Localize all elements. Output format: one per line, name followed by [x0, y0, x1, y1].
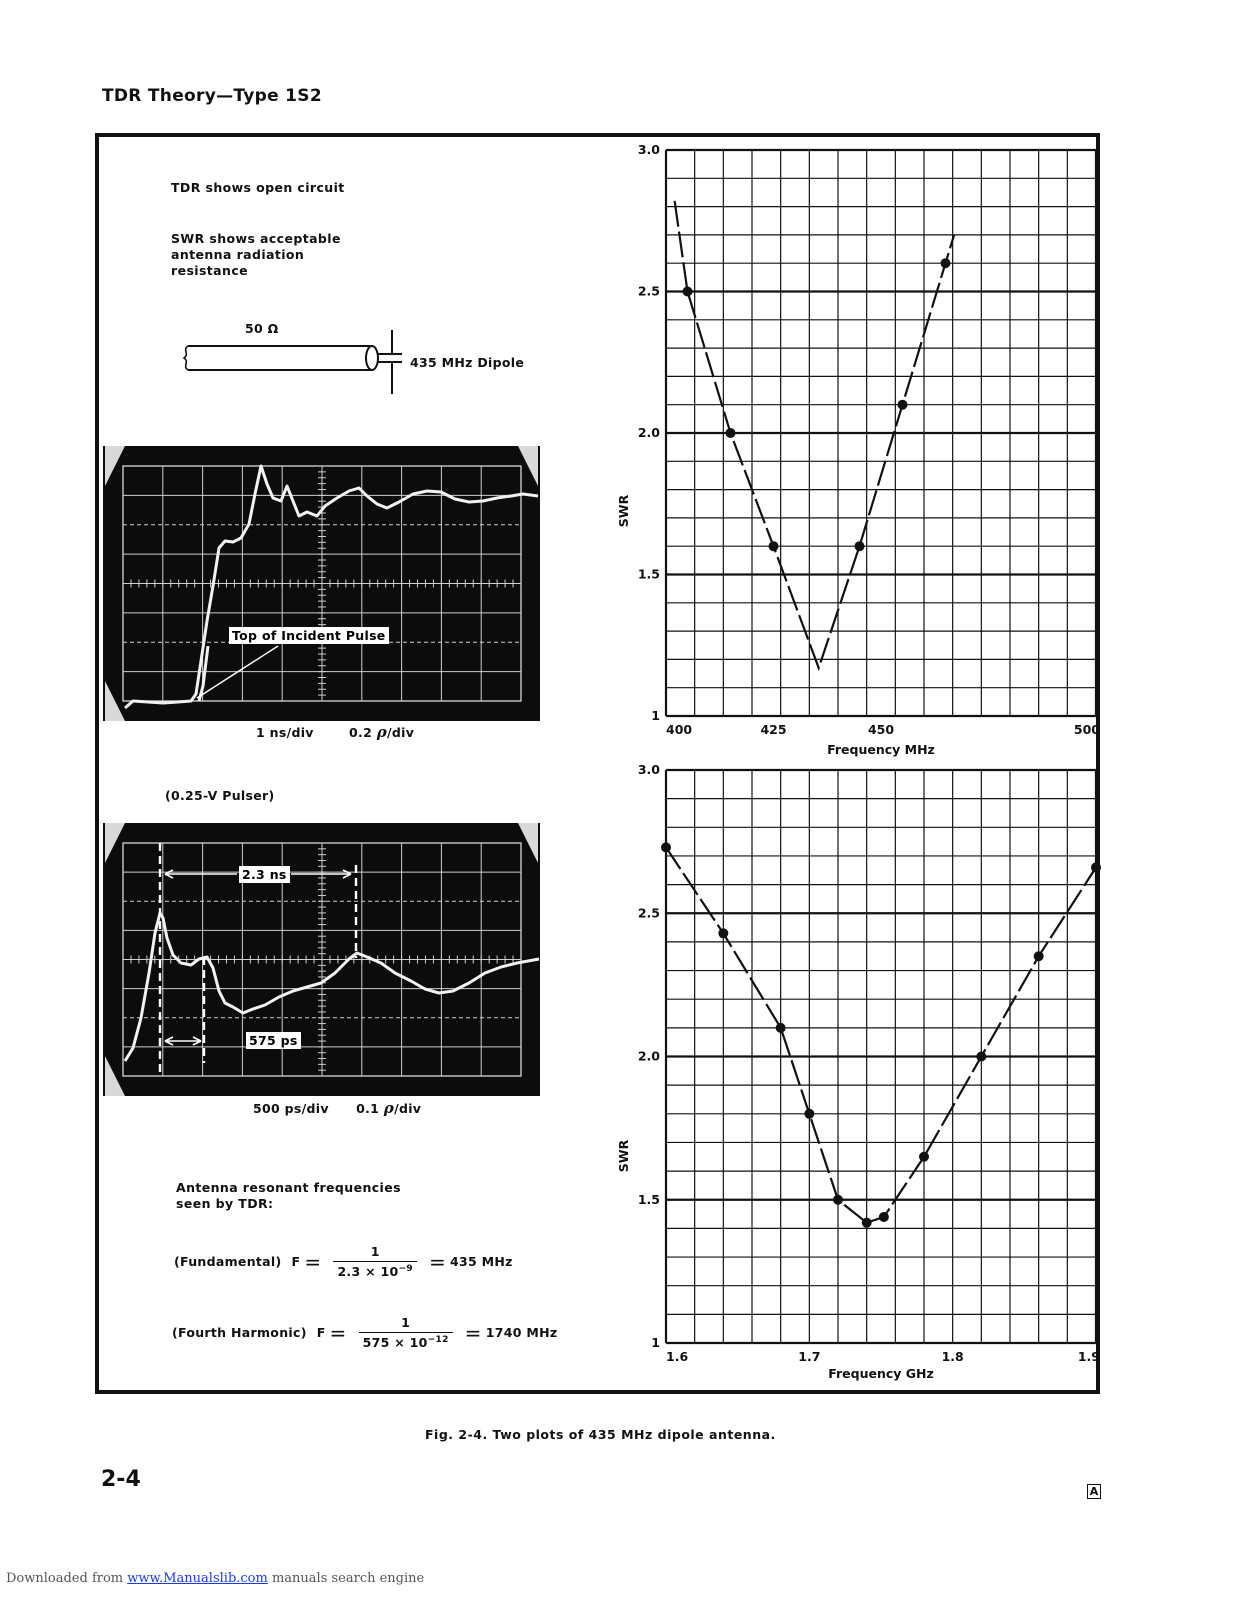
cable-impedance-label: 50 Ω [245, 321, 279, 336]
y-axis-title: SWR [616, 1139, 631, 1173]
scope1-scale-caption [256, 723, 414, 741]
note-swr-line-1: SWR shows acceptable [171, 231, 341, 246]
data-point [726, 428, 736, 438]
data-point [941, 258, 951, 268]
y-tick-label: 3.0 [637, 142, 660, 157]
resonance-heading-line-1: Antenna resonant frequencies [176, 1180, 401, 1195]
revision-badge: A [1087, 1484, 1101, 1499]
data-point [776, 1023, 786, 1033]
fundamental-exponent: −9 [398, 1264, 413, 1274]
note-swr [171, 231, 341, 279]
harmonic-exponent: −12 [427, 1335, 449, 1345]
y-tick-label: 2.0 [637, 1048, 660, 1064]
fundamental-fraction [333, 1244, 417, 1279]
y-tick-label: 2.5 [637, 905, 660, 921]
download-footer [6, 1571, 424, 1586]
x-tick-label: 1.6 [666, 1349, 689, 1364]
resonance-heading-line-2: seen by TDR: [176, 1196, 274, 1211]
fundamental-lhs: F [291, 1254, 301, 1270]
page-header: TDR Theory—Type 1S2 [102, 86, 322, 106]
data-point [718, 928, 728, 938]
x-tick-label: 500 [1073, 722, 1100, 737]
harmonic-formula: (Fourth Harmonic) F = $\frac{1}{575 \times 10^{-12}}$ = 1740 MHz [172, 1315, 558, 1351]
manualslib-link[interactable]: www.Manualslib.com [127, 1571, 268, 1586]
data-point [879, 1212, 889, 1222]
pulser-note: (0.25-V Pulser) [165, 788, 275, 803]
x-tick-label: 1.9 [1077, 1349, 1100, 1364]
y-tick-label: 1.5 [637, 566, 660, 582]
x-tick-label: 1.7 [798, 1349, 821, 1364]
scope2-rho-value: 0.1 [356, 1101, 380, 1116]
harmonic-fraction [359, 1315, 453, 1350]
x-tick-label: 1.8 [941, 1349, 964, 1364]
tdr-trace-2 [125, 913, 539, 1061]
data-point [862, 1218, 872, 1228]
note-tdr-open: TDR shows open circuit [171, 180, 345, 195]
swr-curve [675, 201, 955, 668]
data-point [683, 287, 693, 297]
scope1-rho-value: 0.2 [349, 725, 373, 740]
note-swr-line-3: resistance [171, 263, 249, 278]
scope2-time-scale: 500 ps/div [253, 1101, 329, 1116]
footer-prefix: Downloaded from [6, 1571, 128, 1586]
note-swr-line-2: antenna radiation [171, 247, 305, 262]
fundamental-result: 435 MHz [450, 1254, 513, 1270]
x-tick-label: 400 [666, 722, 693, 737]
data-point [976, 1052, 986, 1062]
data-point [833, 1195, 843, 1205]
scope1-rho-unit: /div [387, 725, 415, 740]
data-point [855, 541, 865, 551]
scope2-scale-caption [253, 1099, 421, 1117]
y-tick-label: 1 [651, 1335, 660, 1350]
x-axis-title: Frequency MHz [827, 742, 935, 757]
x-axis-title: Frequency GHz [828, 1366, 934, 1381]
scope1-time-scale: 1 ns/div [256, 725, 314, 740]
swr-chart-mhz [600, 140, 1105, 760]
page-number: 2-4 [101, 1467, 141, 1492]
data-point [898, 400, 908, 410]
scope2-rho-symbol: ρ [383, 1099, 395, 1117]
harmonic-result: 1740 MHz [485, 1325, 558, 1341]
interval-label-2-3ns: 2.3 ns [239, 866, 290, 883]
tdr-scope-display-2 [103, 823, 540, 1096]
tdr-scope-display-1 [103, 446, 540, 721]
scope2-rho-unit: /div [394, 1101, 422, 1116]
interval-arrow-575ps [165, 1037, 201, 1045]
data-point [661, 842, 671, 852]
x-tick-label: 450 [867, 722, 895, 737]
data-point [1034, 951, 1044, 961]
y-tick-label: 2.0 [637, 425, 660, 440]
fundamental-denominator: 2.3 × 10 [337, 1264, 399, 1280]
y-tick-label: 1 [651, 708, 660, 723]
swr-chart-ghz [600, 760, 1105, 1385]
graticule [105, 823, 538, 1096]
harmonic-denominator: 575 × 10 [362, 1335, 428, 1351]
swr-curve [666, 847, 1096, 1222]
data-point [1091, 862, 1101, 872]
fundamental-formula: (Fundamental) F = $\frac{1}{2.3 \times 10^{-9}}$ = 435 MHz [174, 1244, 513, 1280]
fundamental-label: (Fundamental) [174, 1254, 282, 1270]
harmonic-label: (Fourth Harmonic) [172, 1325, 307, 1341]
x-tick-label: 425 [760, 722, 787, 737]
resonance-heading [176, 1180, 401, 1212]
scope1-rho-symbol: ρ [376, 723, 388, 741]
coax-cable-diagram [180, 328, 410, 398]
cable-load-label: 435 MHz Dipole [410, 355, 525, 370]
chart-grid [666, 770, 1096, 1343]
harmonic-numerator: 1 [401, 1315, 411, 1330]
y-tick-label: 1.5 [637, 1191, 660, 1207]
incident-pulse-annotation: Top of Incident Pulse [229, 627, 389, 644]
y-tick-label: 2.5 [637, 283, 660, 299]
data-point [769, 541, 779, 551]
harmonic-lhs: F [316, 1325, 326, 1341]
graticule [105, 446, 538, 721]
data-point [919, 1152, 929, 1162]
y-axis-title: SWR [616, 494, 631, 528]
footer-suffix: manuals search engine [267, 1571, 425, 1586]
fundamental-numerator: 1 [370, 1244, 380, 1259]
y-tick-label: 3.0 [637, 762, 660, 777]
interval-label-575ps: 575 ps [246, 1032, 301, 1049]
data-point [804, 1109, 814, 1119]
figure-caption: Fig. 2-4. Two plots of 435 MHz dipole antenna. [425, 1427, 776, 1442]
